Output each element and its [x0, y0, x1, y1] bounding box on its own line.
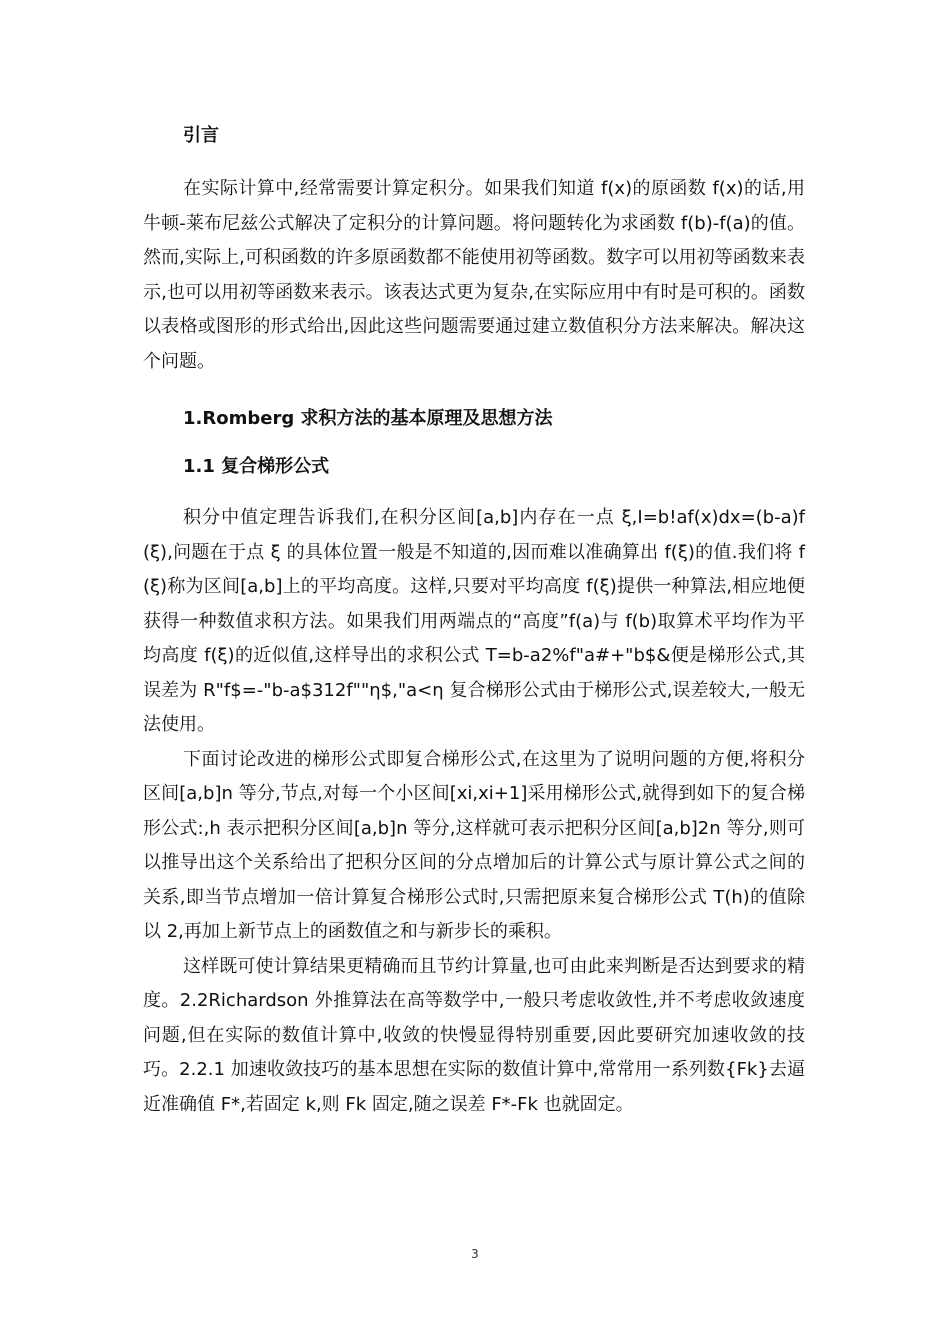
page-body	[143, 118, 805, 1122]
body-paragraph-2: 下面讨论改进的梯形公式即复合梯形公式,在这里为了说明问题的方便,将积分区间[a,b]n 等分,节点,对每一个小区间[xi,xi+1]采用梯形公式,就得到如下的复合梯形公式:,h 表示把积分区间[a,b]n 等分,这样就可表示把积分区间[a,b]2n 等分,则可以推导出这个关系给出了把积分区间的分点增加后的计算公式与原计算公式之间的关系,即当节点增加一倍计算复合梯形公式时,只需把原来复合梯形公式 T(h)的值除以 2,再加上新节点上的函数值之和与新步长的乘积。	[143, 748, 805, 942]
intro-paragraph: 在实际计算中,经常需要计算定积分。如果我们知道 f(x)的原函数 f(x)的话,用牛顿-莱布尼兹公式解决了定积分的计算问题。将问题转化为求函数 f(b)-f(a)的值。然而,实际上,可积函数的许多原函数都不能使用初等函数。数字可以用初等函数来表示,也可以用初等函数来表示。该表达式更为复杂,在实际应用中有时是可积的。函数以表格或图形的形式给出,因此这些问题需要通过建立数值积分方法来解决。解决这个问题。	[143, 178, 805, 372]
body-paragraph-3: 这样既可使计算结果更精确而且节约计算量,也可由此来判断是否达到要求的精度。2.2Richardson 外推算法在高等数学中,一般只考虑收敛性,并不考虑收敛速度问题,但在实际的数值计算中,收敛的快慢显得特别重要,因此要研究加速收敛的技巧。2.2.1 加速收敛技巧的基本思想在实际的数值计算中,常常用一系列数{Fk}去逼近准确值 F*,若固定 k,则 Fk 固定,随之误差 F*-Fk 也就固定。	[143, 955, 805, 1115]
section-1-heading: 1.Romberg 求积方法的基本原理及思想方法	[183, 408, 553, 429]
page-number: 3	[471, 1247, 479, 1261]
section-1-1-heading: 1.1 复合梯形公式	[183, 456, 330, 477]
body-paragraph-1: 积分中值定理告诉我们,在积分区间[a,b]内存在一点 ξ,I=b!af(x)dx=(b-a)f(ξ),问题在于点 ξ 的具体位置一般是不知道的,因而难以准确算出 f(ξ)的值.我们将 f(ξ)称为区间[a,b]上的平均高度。这样,只要对平均高度 f(ξ)提供一种算法,相应地便获得一种数值求积方法。如果我们用两端点的“高度”f(a)与 f(b)取算术平均作为平均高度 f(ξ)的近似值,这样导出的求积公式 T=b-a2%f"a#+"b$&便是梯形公式,其误差为 R"f$=-"b-a$312f""η$,"a<η 复合梯形公式由于梯形公式,误差较大,一般无法使用。	[143, 507, 805, 735]
intro-heading: 引言	[183, 125, 219, 146]
